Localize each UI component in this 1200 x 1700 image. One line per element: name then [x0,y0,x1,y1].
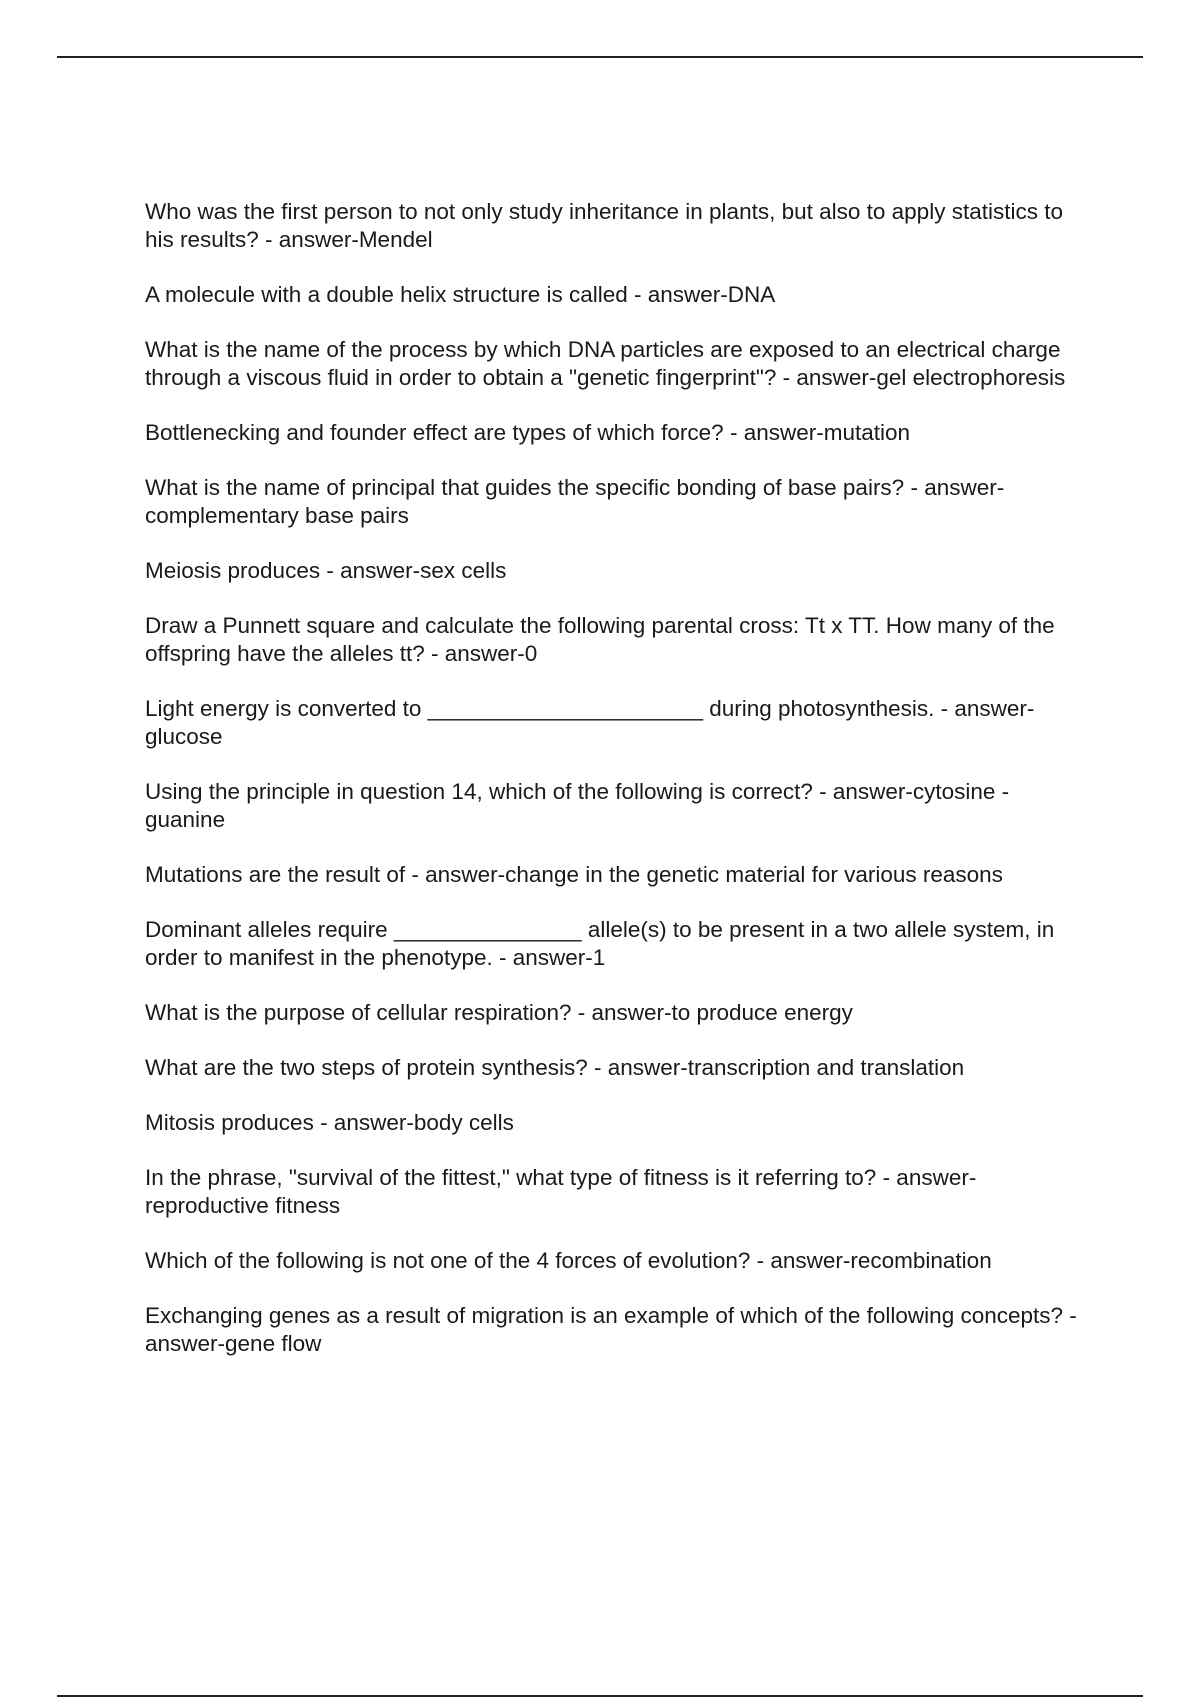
qa-item: Mutations are the result of - answer-change in the genetic material for various reasons [145,862,1003,887]
qa-item: Mitosis produces - answer-body cells [145,1110,514,1135]
qa-item: A molecule with a double helix structure is called - answer-DNA [145,282,776,307]
qa-item: What are the two steps of protein synthesis? - answer-transcription and translation [145,1055,965,1080]
bottom-rule [57,1695,1143,1697]
qa-item: Draw a Punnett square and calculate the following parental cross: Tt x TT. How many of the offspring have the alleles tt? - answer-0 [145,613,1055,666]
qa-item: What is the name of principal that guides the specific bonding of base pairs? - answer-complementary base pairs [145,475,1005,528]
qa-item: What is the name of the process by which DNA particles are exposed to an electrical charge through a viscous fluid in order to obtain a "genetic fingerprint"? - answer-gel electrophoresis [145,337,1066,390]
top-rule [57,56,1143,58]
qa-item: Bottlenecking and founder effect are types of which force? - answer-mutation [145,420,911,445]
qa-item: Which of the following is not one of the 4 forces of evolution? - answer-recombination [145,1248,992,1273]
qa-item: Exchanging genes as a result of migration is an example of which of the following concepts? - answer-gene flow [145,1303,1077,1356]
qa-item: Using the principle in question 14, which of the following is correct? - answer-cytosine - guanine [145,779,1010,832]
qa-item: Meiosis produces - answer-sex cells [145,558,507,583]
qa-item: Dominant alleles require _______________ allele(s) to be present in a two allele system, in order to manifest in the phenotype. - answer-1 [145,917,1055,970]
qa-item: In the phrase, "survival of the fittest," what type of fitness is it referring to? - answer-reproductive fitness [145,1165,977,1218]
qa-item: What is the purpose of cellular respiration? - answer-to produce energy [145,1000,853,1025]
qa-item: Who was the first person to not only study inheritance in plants, but also to apply statistics to his results? - answer-Mendel [145,199,1063,252]
qa-list [145,198,1095,1385]
qa-item: Light energy is converted to ______________________ during photosynthesis. - answer-glucose [145,696,1035,749]
